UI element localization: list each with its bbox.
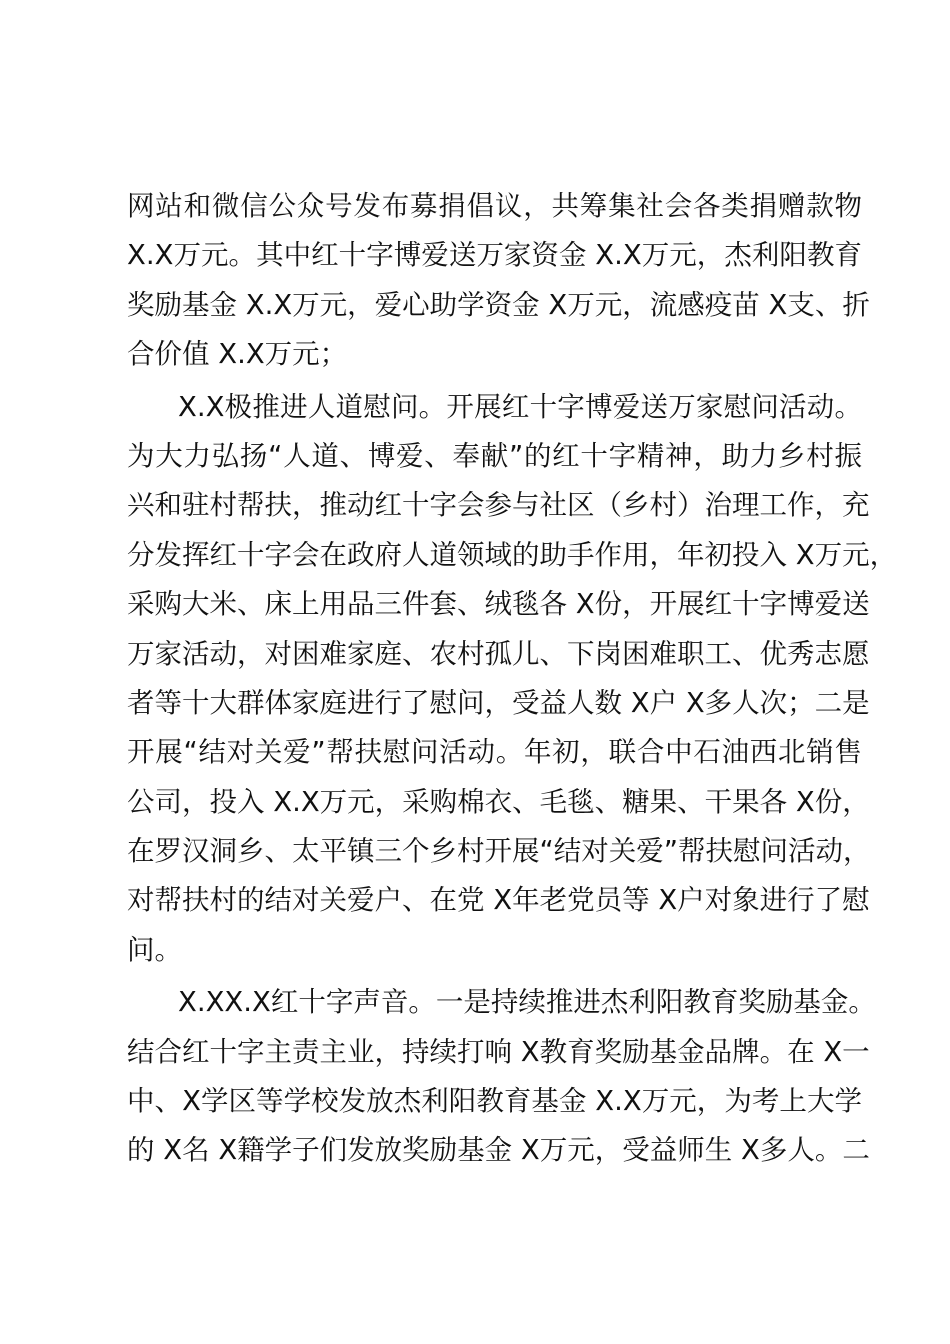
text-line: 者等十大群体家庭进行了慰问，受益人数 X户 X多人次；二是 bbox=[127, 686, 870, 719]
text-line: X.X万元。其中红十字博爱送万家资金 X.X万元，杰利阳教育 bbox=[127, 239, 862, 272]
document-body bbox=[127, 182, 898, 1176]
text-line: 的 X名 X籍学子们发放奖励基金 X万元，受益师生 X多人。二 bbox=[127, 1134, 870, 1167]
text-line: 中、X学区等学校发放杰利阳教育基金 X.X万元，为考上大学 bbox=[127, 1085, 862, 1118]
paragraph bbox=[127, 978, 876, 1176]
text-line: 采购大米、床上用品三件套、绒毯各 X份，开展红十字博爱送 bbox=[127, 588, 870, 621]
text-line: 公司，投入 X.X万元，采购棉衣、毛毯、糖果、干果各 X份， bbox=[127, 785, 870, 818]
text-line: 兴和驻村帮扶，推动红十字会参与社区（乡村）治理工作，充 bbox=[127, 489, 870, 522]
paragraph bbox=[127, 383, 898, 976]
paragraph bbox=[127, 182, 870, 380]
text-line: 在罗汉洞乡、太平镇三个乡村开展“结对关爱”帮扶慰问活动， bbox=[127, 835, 871, 868]
text-line: 对帮扶村的结对关爱户、在党 X年老党员等 X户对象进行了慰 bbox=[127, 884, 870, 917]
text-line: 万家活动，对困难家庭、农村孤儿、下岗困难职工、优秀志愿 bbox=[127, 637, 870, 670]
text-line: 网站和微信公众号发布募捐倡议，共筹集社会各类捐赠款物 bbox=[127, 190, 862, 222]
text-line: 奖励基金 X.X万元，爱心助学资金 X万元，流感疫苗 X支、折 bbox=[127, 288, 870, 321]
text-line: X.X极推进人道慰问。开展红十字博爱送万家慰问活动。 bbox=[178, 390, 862, 423]
text-line: 分发挥红十字会在政府人道领域的助手作用，年初投入 X万元， bbox=[127, 538, 898, 571]
text-line: 为大力弘扬“人道、博爱、奉献”的红十字精神，助力乡村振 bbox=[127, 439, 862, 472]
text-line: 问。 bbox=[127, 933, 182, 966]
text-line: 结合红十字主责主业，持续打响 X教育奖励基金品牌。在 X一 bbox=[127, 1035, 870, 1068]
text-line: X.XX.X红十字声音。一是持续推进杰利阳教育奖励基金。 bbox=[178, 986, 876, 1019]
text-line: 开展“结对关爱”帮扶慰问活动。年初，联合中石油西北销售 bbox=[127, 736, 862, 769]
text-line: 合价值 X.X万元； bbox=[127, 338, 348, 371]
